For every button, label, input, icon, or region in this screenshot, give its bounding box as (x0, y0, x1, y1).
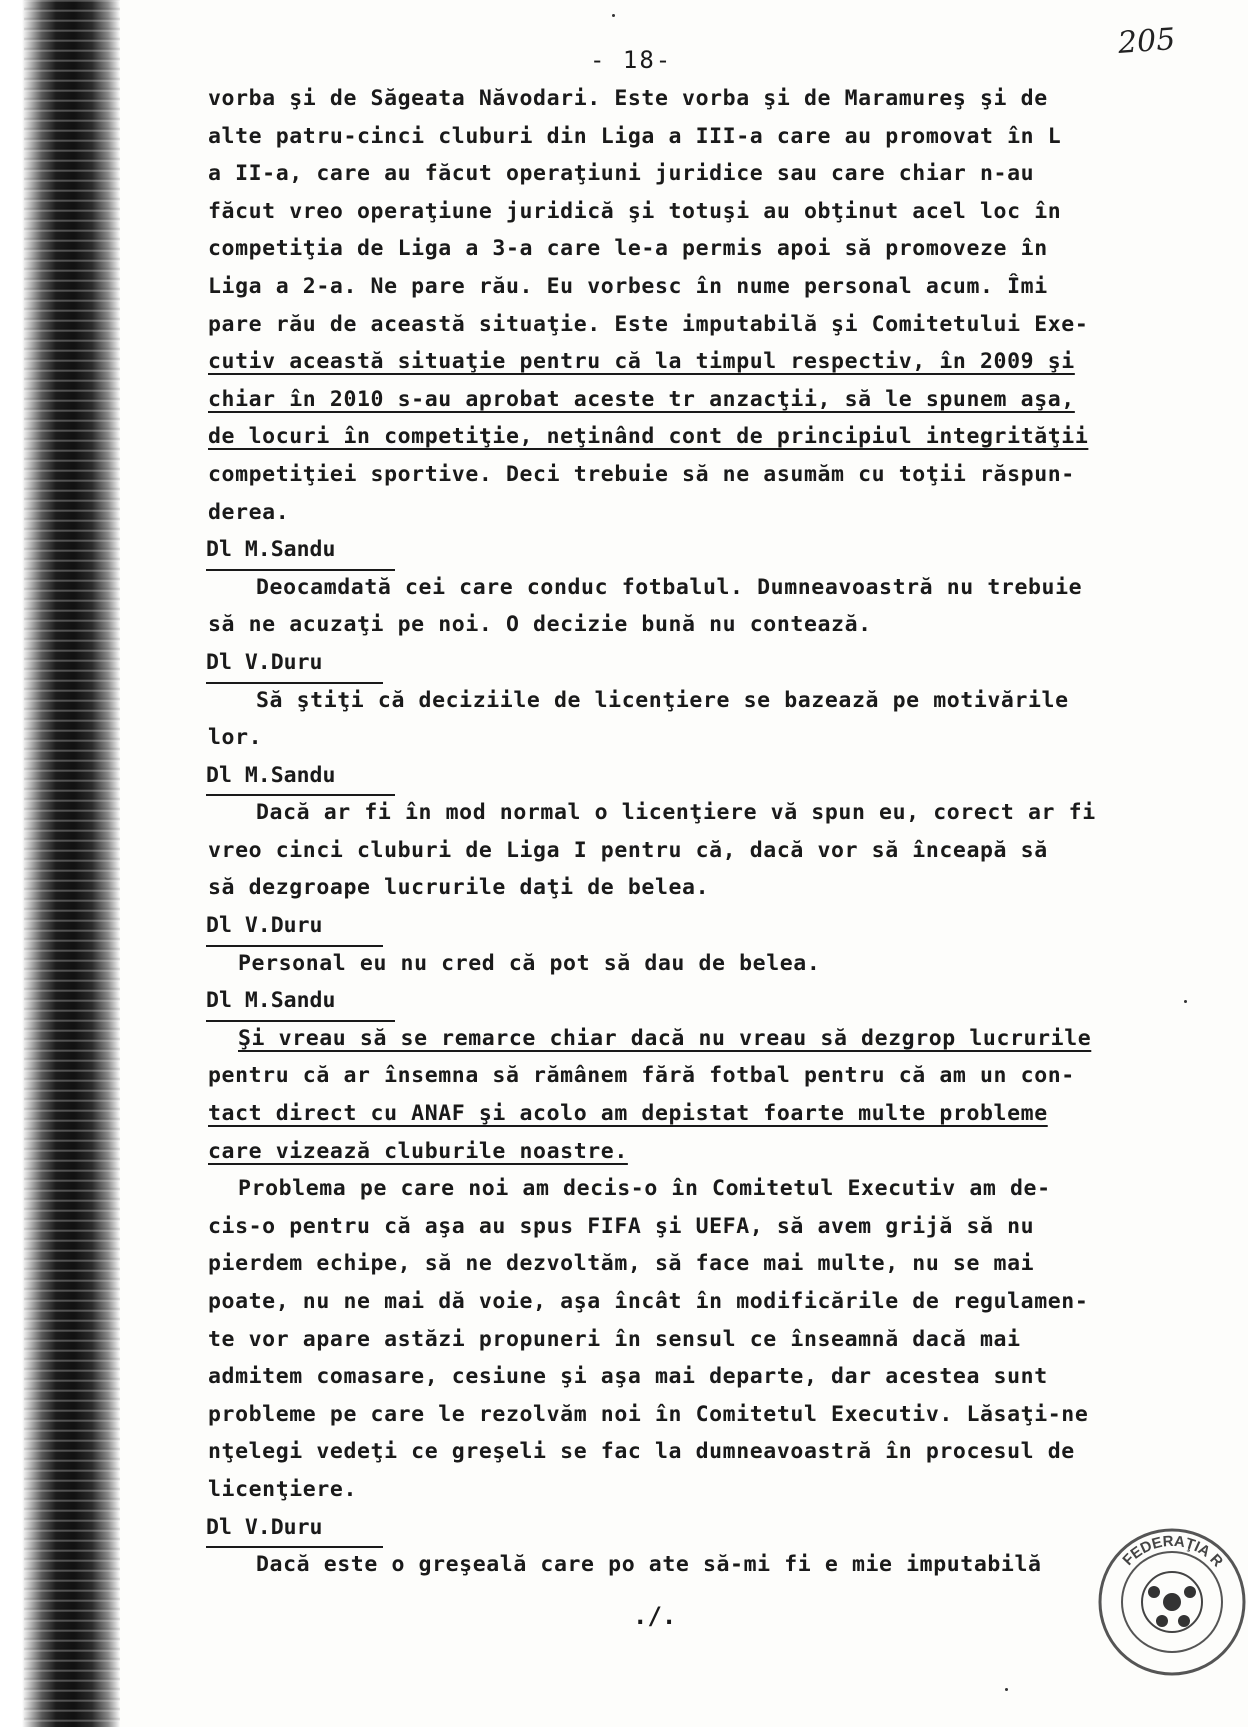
text-line (208, 456, 1198, 494)
text-line (208, 1208, 1198, 1246)
line-text: te vor apare astăzi propuneri în sensul ce înseamnă dacă mai (208, 1326, 1021, 1352)
underlined-text: Şi vreau să se remarce chiar dacă nu vreau să dezgrop lucrurile (238, 1025, 1092, 1051)
line-text: competiţia de Liga a 3-a care le-a permis apoi să promoveze în (208, 236, 1048, 262)
line-text: pentru că ar însemna să rămânem fără fotbal pentru că am un con- (208, 1063, 1075, 1089)
line-text: nţelegi vedeţi ce greşeli se fac la dumneavoastră în procesul de (208, 1439, 1075, 1465)
speaker-name: Dl V.Duru (206, 907, 383, 947)
speaker-label (208, 982, 1198, 1020)
underlined-text: de locuri în competiţie, neţinând cont de principiul integrităţii (208, 424, 1089, 450)
line-text: Deocamdată cei care conduc fotbalul. Dumneavoastră nu trebuie (256, 574, 1083, 600)
line-text: probleme pe care le rezolvăm noi în Comitetul Executiv. Lăsaţi-ne (208, 1401, 1089, 1427)
text-line (208, 945, 1198, 983)
text-line (208, 832, 1198, 870)
speaker-name: Dl M.Sandu (206, 757, 395, 797)
underlined-text: care vizează cluburile noastre. (208, 1138, 628, 1164)
text-line (208, 155, 1198, 193)
text-line (208, 869, 1198, 907)
line-text: admitem comasare, cesiune şi aşa mai departe, dar acestea sunt (208, 1364, 1048, 1390)
line-text: lor. (208, 725, 263, 751)
line-text: să dezgroape lucrurile daţi de belea. (208, 875, 710, 901)
text-line (208, 306, 1198, 344)
line-text: pare rău de această situaţie. Este imputabilă şi Comitetului Exe- (208, 311, 1089, 337)
line-text: făcut vreo operaţiune juridică şi totuşi au obţinut acel loc în (208, 198, 1062, 224)
binding-texture (24, 0, 120, 1727)
text-line (208, 1020, 1198, 1058)
line-text: Personal eu nu cred că pot să dau de belea. (238, 950, 821, 976)
line-text: Problema pe care noi am decis-o în Comitetul Executiv am de- (238, 1176, 1051, 1202)
speaker-label (208, 531, 1198, 569)
text-line (208, 418, 1198, 456)
speaker-label (208, 1509, 1198, 1547)
text-line (208, 1170, 1198, 1208)
text-line (208, 682, 1198, 720)
line-text: Dacă este o greşeală care po ate să-mi fi e mie imputabilă (256, 1552, 1042, 1578)
text-line (208, 719, 1198, 757)
text-line (208, 1133, 1198, 1171)
line-text: să ne acuzaţi pe noi. O decizie bună nu contează. (208, 612, 872, 638)
line-text: Să ştiţi că deciziile de licenţiere se bazează pe motivările (256, 687, 1069, 713)
text-line (208, 1321, 1198, 1359)
line-text: cis-o pentru că aşa au spus FIFA şi UEFA, să avem grijă să nu (208, 1213, 1035, 1239)
text-line (208, 494, 1198, 532)
line-text: licenţiere. (208, 1476, 357, 1502)
speaker-name: Dl M.Sandu (206, 531, 395, 571)
line-text: a II-a, care au făcut operaţiuni juridice sau care chiar n-au (208, 161, 1035, 187)
svg-text:FEDERAŢIA R: FEDERAŢIA R (1119, 1532, 1227, 1571)
text-line (208, 80, 1198, 118)
text-line (208, 1057, 1198, 1095)
underlined-text: chiar în 2010 s-au aprobat aceste tr anzacţii, să le spunem aşa, (208, 386, 1075, 412)
transcript-body (208, 80, 1198, 1584)
underlined-text: tact direct cu ANAF şi acolo am depistat foarte multe probleme (208, 1101, 1048, 1127)
speaker-label (208, 907, 1198, 945)
speaker-label (208, 757, 1198, 795)
speaker-name: Dl V.Duru (206, 1509, 383, 1549)
text-line (208, 1283, 1198, 1321)
text-line (208, 268, 1198, 306)
line-text: alte patru-cinci cluburi din Liga a III-a care au promovat în L (208, 123, 1062, 149)
federation-seal-stamp (1092, 1522, 1248, 1682)
text-line (208, 118, 1198, 156)
speaker-name: Dl M.Sandu (206, 982, 395, 1022)
text-line (208, 230, 1198, 268)
text-line (208, 1471, 1198, 1509)
line-text: Liga a 2-a. Ne pare rău. Eu vorbesc în nume personal acum. Îmi (208, 273, 1048, 299)
line-text: competiţiei sportive. Deci trebuie să ne asumăm cu toţii răspun- (208, 461, 1075, 487)
continuation-mark: ./. (633, 1602, 677, 1630)
text-line (208, 606, 1198, 644)
line-text: vorba şi de Săgeata Năvodari. Este vorba şi de Maramureş şi de (208, 86, 1048, 111)
line-text: Dacă ar fi în mod normal o licenţiere vă spun eu, corect ar fi (256, 800, 1096, 826)
line-text: vreo cinci cluburi de Liga I pentru că, dacă vor să înceapă să (208, 837, 1048, 863)
text-line (208, 1546, 1198, 1584)
text-line (208, 1358, 1198, 1396)
text-line (208, 381, 1198, 419)
underlined-text: cutiv această situaţie pentru că la timpul respectiv, în 2009 şi (208, 349, 1075, 375)
line-text: poate, nu ne mai dă voie, aşa încât în modificările de regulamen- (208, 1289, 1089, 1314)
text-line (208, 569, 1198, 607)
text-line (208, 794, 1198, 832)
text-line (208, 1245, 1198, 1283)
line-text: pierdem echipe, să ne dezvoltăm, să face mai multe, nu se mai (208, 1251, 1035, 1277)
speaker-label (208, 644, 1198, 682)
text-line (208, 193, 1198, 231)
text-line (208, 1095, 1198, 1133)
page-number: - 18- (590, 46, 673, 74)
line-text: derea. (208, 499, 290, 525)
text-line (208, 1433, 1198, 1471)
text-line (208, 343, 1198, 381)
text-line (208, 1396, 1198, 1434)
archive-number: 205 (1116, 22, 1177, 61)
speaker-name: Dl V.Duru (206, 644, 383, 684)
